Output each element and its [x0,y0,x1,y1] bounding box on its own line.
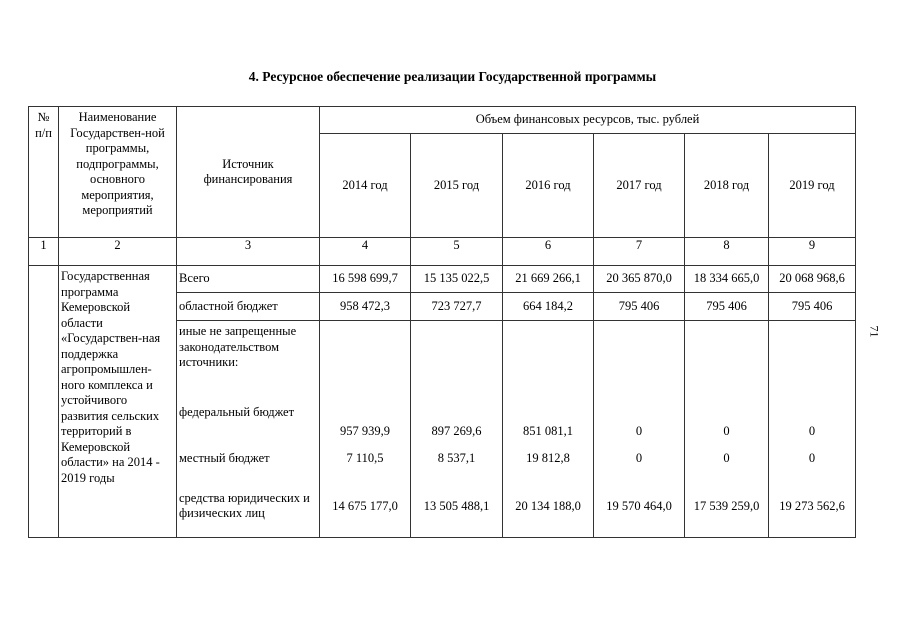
value-cell: 18 334 665,0 [685,266,769,293]
header-year: 2017 год [594,134,685,238]
index-cell: 7 [594,238,685,266]
header-year: 2016 год [503,134,594,238]
value-cell: 0 [594,405,685,443]
value-cell: 13 505 488,1 [411,476,503,538]
value-cell [320,321,411,405]
source-label: местный бюджет [177,443,320,476]
index-cell: 3 [177,238,320,266]
value-cell [769,321,856,405]
value-cell: 957 939,9 [320,405,411,443]
source-label: Всего [177,266,320,293]
index-cell: 5 [411,238,503,266]
header-name: Наименование Государствен-ной программы, подпрограммы, основного мероприятия, мероприятий [59,107,177,238]
header-source: Источник финансирования [177,107,320,238]
index-cell: 8 [685,238,769,266]
value-cell: 723 727,7 [411,293,503,321]
value-cell [411,321,503,405]
header-num: № п/п [29,107,59,238]
value-cell: 0 [685,443,769,476]
header-year: 2018 год [685,134,769,238]
source-label: федеральный бюджет [177,405,320,443]
value-cell: 20 134 188,0 [503,476,594,538]
value-cell: 19 273 562,6 [769,476,856,538]
resource-table [28,106,856,538]
index-cell: 6 [503,238,594,266]
value-cell: 15 135 022,5 [411,266,503,293]
page-number: 71 [867,325,882,338]
index-cell: 2 [59,238,177,266]
program-num-cell [29,266,59,538]
header-year: 2015 год [411,134,503,238]
source-label: средства юридических и физических лиц [177,476,320,538]
value-cell: 897 269,6 [411,405,503,443]
value-cell [685,321,769,405]
value-cell: 851 081,1 [503,405,594,443]
value-cell: 17 539 259,0 [685,476,769,538]
value-cell: 795 406 [769,293,856,321]
value-cell: 20 365 870,0 [594,266,685,293]
value-cell: 795 406 [685,293,769,321]
value-cell: 7 110,5 [320,443,411,476]
value-cell: 0 [769,443,856,476]
value-cell: 795 406 [594,293,685,321]
value-cell: 19 812,8 [503,443,594,476]
value-cell: 19 570 464,0 [594,476,685,538]
value-cell: 0 [769,405,856,443]
value-cell [594,321,685,405]
index-cell: 9 [769,238,856,266]
value-cell [503,321,594,405]
value-cell: 0 [685,405,769,443]
value-cell: 0 [594,443,685,476]
table-row [29,266,856,293]
header-year: 2019 год [769,134,856,238]
index-cell: 4 [320,238,411,266]
program-name: Государственная программа Кемеровской области «Государствен-ная поддержка агропромышлен-ного комплекса и устойчивого развития сельских территорий в Кемеровской области» на 2014 - 2019 годы [59,266,177,538]
source-label: областной бюджет [177,293,320,321]
value-cell: 14 675 177,0 [320,476,411,538]
source-label: иные не запрещенные законодательством источники: [177,321,320,405]
header-year: 2014 год [320,134,411,238]
value-cell: 958 472,3 [320,293,411,321]
value-cell: 21 669 266,1 [503,266,594,293]
header-volume: Объем финансовых ресурсов, тыс. рублей [320,107,856,134]
value-cell: 20 068 968,6 [769,266,856,293]
index-cell: 1 [29,238,59,266]
value-cell: 16 598 699,7 [320,266,411,293]
value-cell: 8 537,1 [411,443,503,476]
document-title: 4. Ресурсное обеспечение реализации Государственной программы [248,69,657,84]
value-cell: 664 184,2 [503,293,594,321]
